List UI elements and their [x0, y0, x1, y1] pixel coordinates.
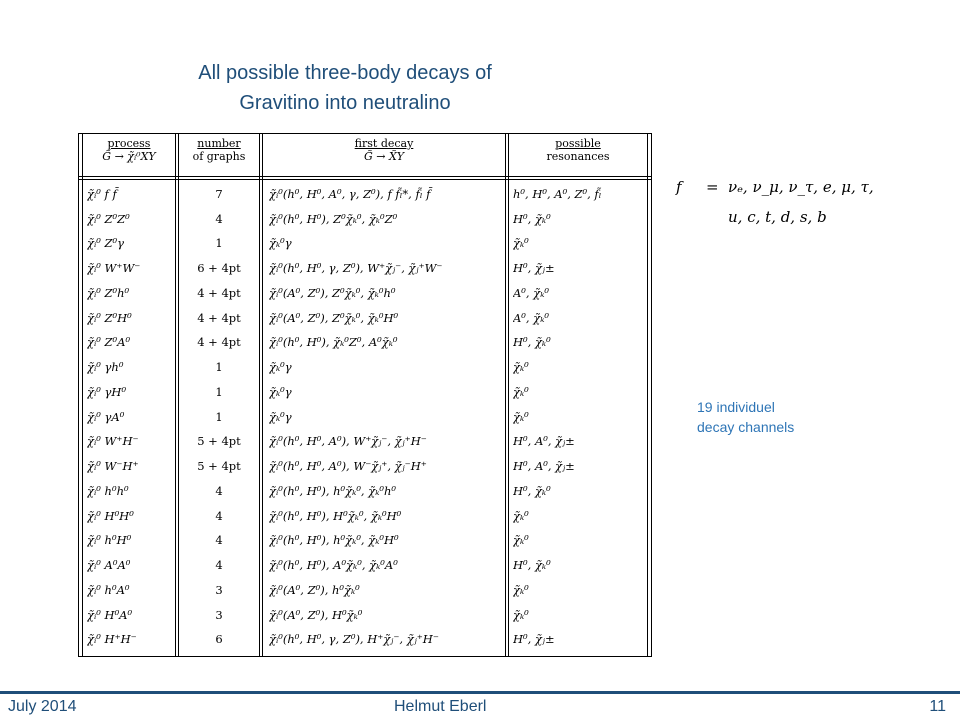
table-row: χ̃ᵢ⁰ W⁻H⁺ 5 + 4pt χ̃ᵢ⁰(h⁰, H⁰, A⁰), W⁻χ̃ⱼ⁺, χ̃ⱼ⁻H⁺ H⁰, A⁰, χ̃ⱼ±: [87, 459, 575, 474]
title-line-2: Gravitino into neutralino: [239, 92, 451, 114]
table-row: χ̃ᵢ⁰ Z⁰Z⁰ 4 χ̃ᵢ⁰(h⁰, H⁰), Z⁰χ̃ₖ⁰, χ̃ₖ⁰Z⁰ H⁰, χ̃ₖ⁰: [87, 211, 551, 226]
table-row: χ̃ᵢ⁰ γH⁰ 1 χ̃ₖ⁰γ χ̃ₖ⁰: [87, 384, 529, 399]
table-rule: [79, 179, 651, 180]
table-row: χ̃ᵢ⁰ Z⁰γ 1 χ̃ₖ⁰γ χ̃ₖ⁰: [87, 236, 529, 251]
header-resonances: possible resonances: [546, 137, 610, 163]
table-row: χ̃ᵢ⁰ W⁺W⁻ 6 + 4pt χ̃ᵢ⁰(h⁰, H⁰, γ, Z⁰), W⁺χ̃ⱼ⁻, χ̃ⱼ⁺W⁻ H⁰, χ̃ⱼ±: [87, 261, 555, 276]
table-row: χ̃ᵢ⁰ h⁰A⁰ 3 χ̃ᵢ⁰(A⁰, Z⁰), h⁰χ̃ₖ⁰ χ̃ₖ⁰: [87, 582, 529, 597]
table-row: χ̃ᵢ⁰ h⁰H⁰ 4 χ̃ᵢ⁰(h⁰, H⁰), h⁰χ̃ₖ⁰, χ̃ₖ⁰H⁰ χ̃ₖ⁰: [87, 533, 529, 548]
table-row: χ̃ᵢ⁰ H⁺H⁻ 6 χ̃ᵢ⁰(h⁰, H⁰, γ, Z⁰), H⁺χ̃ⱼ⁻, χ̃ⱼ⁺H⁻ H⁰, χ̃ⱼ±: [87, 632, 555, 647]
note-line-1: 19 individuel: [697, 399, 775, 415]
table-row: χ̃ᵢ⁰ γA⁰ 1 χ̃ₖ⁰γ χ̃ₖ⁰: [87, 409, 529, 424]
table-row: χ̃ᵢ⁰ A⁰A⁰ 4 χ̃ᵢ⁰(h⁰, H⁰), A⁰χ̃ₖ⁰, χ̃ₖ⁰A⁰ H⁰, χ̃ₖ⁰: [87, 558, 551, 573]
formula-leptons: νₑ, ν_μ, ν_τ, e, μ, τ,: [728, 178, 874, 196]
slide-title: [150, 58, 540, 118]
table-row: χ̃ᵢ⁰ H⁰A⁰ 3 χ̃ᵢ⁰(A⁰, Z⁰), H⁰χ̃ₖ⁰ χ̃ₖ⁰: [87, 607, 529, 622]
footer-author: Helmut Eberl: [394, 698, 487, 715]
table-row: χ̃ᵢ⁰ h⁰h⁰ 4 χ̃ᵢ⁰(h⁰, H⁰), h⁰χ̃ₖ⁰, χ̃ₖ⁰h⁰ H⁰, χ̃ₖ⁰: [87, 483, 551, 498]
formula-equals: =: [706, 178, 719, 196]
fermion-definition: [676, 172, 874, 232]
table-row: χ̃ᵢ⁰ γh⁰ 1 χ̃ₖ⁰γ χ̃ₖ⁰: [87, 360, 529, 375]
header-first-decay: first decay G̃ → X̃Y: [354, 137, 414, 163]
table-row: χ̃ᵢ⁰ W⁺H⁻ 5 + 4pt χ̃ᵢ⁰(h⁰, H⁰, A⁰), W⁺χ̃ⱼ⁻, χ̃ⱼ⁺H⁻ H⁰, A⁰, χ̃ⱼ±: [87, 434, 575, 449]
footer-date: July 2014: [8, 698, 77, 715]
formula-lhs: f: [676, 178, 682, 196]
channel-count-note: [697, 397, 794, 437]
note-line-2: decay channels: [697, 419, 795, 435]
decay-table: [78, 133, 652, 657]
table-rule: [79, 176, 651, 177]
title-line-1: All possible three-body decays of: [198, 62, 492, 84]
page-number: 11: [929, 698, 946, 715]
table-row: χ̃ᵢ⁰ Z⁰h⁰ 4 + 4pt χ̃ᵢ⁰(A⁰, Z⁰), Z⁰χ̃ₖ⁰, χ̃ₖ⁰h⁰ A⁰, χ̃ₖ⁰: [87, 285, 549, 300]
table-row: χ̃ᵢ⁰ Z⁰H⁰ 4 + 4pt χ̃ᵢ⁰(A⁰, Z⁰), Z⁰χ̃ₖ⁰, χ̃ₖ⁰H⁰ A⁰, χ̃ₖ⁰: [87, 310, 549, 325]
header-graphs: number of graphs: [192, 137, 246, 163]
table-row: χ̃ᵢ⁰ Z⁰A⁰ 4 + 4pt χ̃ᵢ⁰(h⁰, H⁰), χ̃ₖ⁰Z⁰, A⁰χ̃ₖ⁰ H⁰, χ̃ₖ⁰: [87, 335, 551, 350]
header-process: process G̃ → χ̃ᵢ⁰XY: [102, 137, 156, 163]
formula-quarks: u, c, t, d, s, b: [728, 208, 827, 226]
table-row: χ̃ᵢ⁰ f f̄ 7 χ̃ᵢ⁰(h⁰, H⁰, A⁰, γ, Z⁰), f f̃ₗ*, f̃ₗ f̄ h⁰, H⁰, A⁰, Z⁰, f̃ₗ: [87, 187, 602, 201]
footer-rule: [0, 691, 960, 694]
table-row: χ̃ᵢ⁰ H⁰H⁰ 4 χ̃ᵢ⁰(h⁰, H⁰), H⁰χ̃ₖ⁰, χ̃ₖ⁰H⁰ χ̃ₖ⁰: [87, 508, 529, 523]
